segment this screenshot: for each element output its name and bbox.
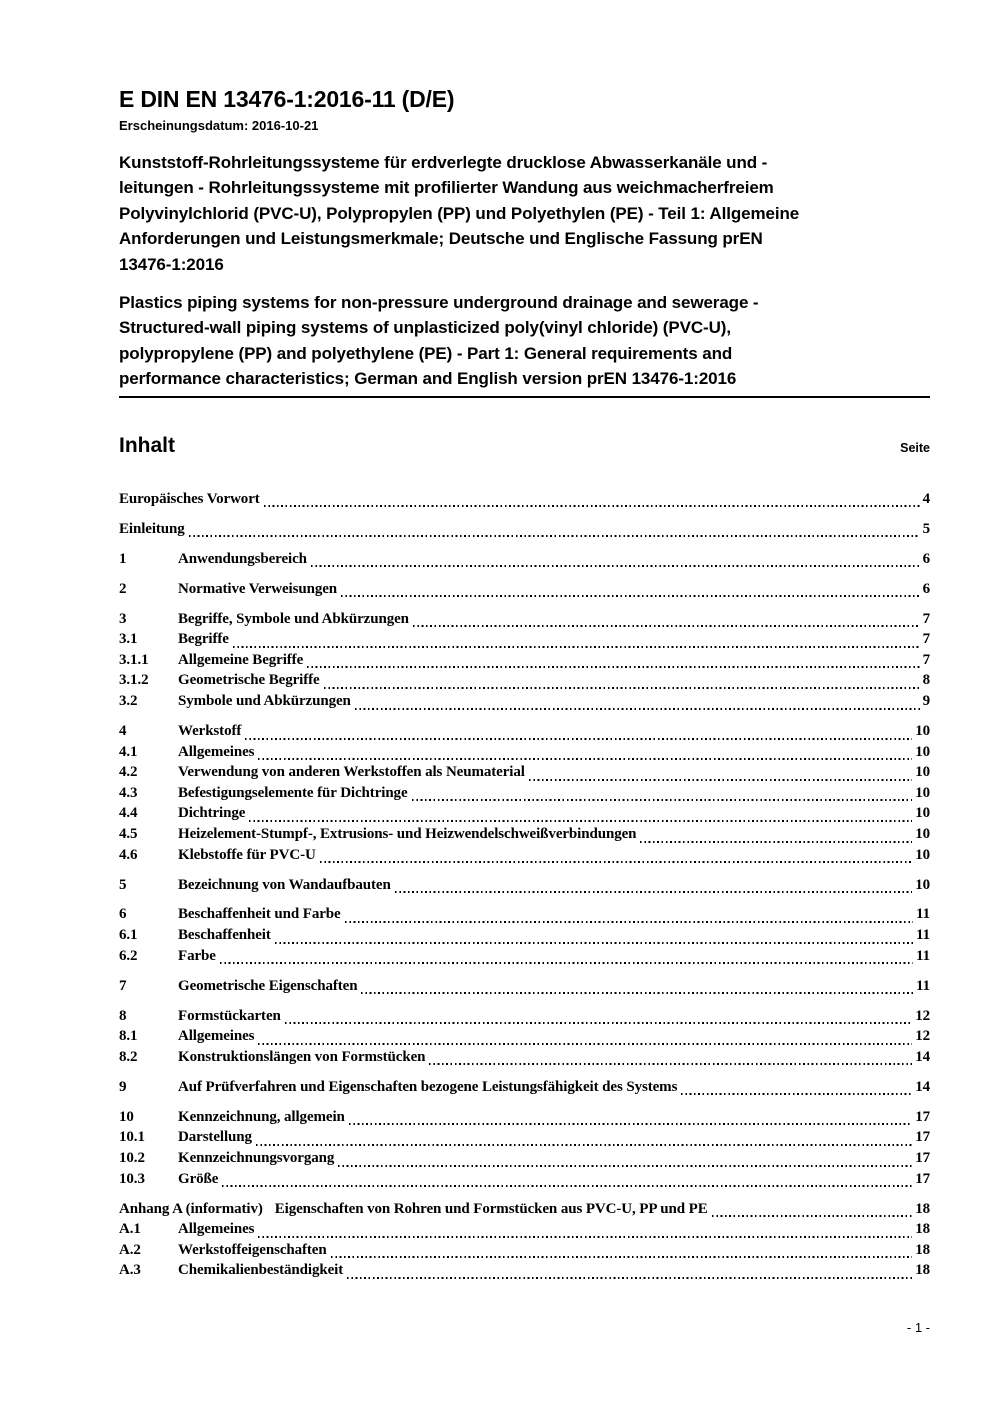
toc-entry-label: Anwendungsbereich xyxy=(178,550,307,567)
toc-entry xyxy=(119,1129,930,1150)
toc-entry xyxy=(119,693,930,714)
toc-entry-label: Farbe xyxy=(178,947,216,964)
toc-leader-dots xyxy=(189,521,920,542)
toc-entry-page: 11 xyxy=(916,947,930,964)
toc-entry xyxy=(119,877,930,898)
toc-leader-dots xyxy=(307,652,919,673)
toc-leader-dots xyxy=(275,927,913,948)
toc-leader-dots xyxy=(413,611,920,632)
toc-entry-label: Allgemeine Begriffe xyxy=(178,651,304,668)
toc-leader-dots xyxy=(640,826,912,847)
toc-entry-label: Europäisches Vorwort xyxy=(119,490,260,507)
toc-entry-label: Darstellung xyxy=(178,1129,252,1146)
toc-entry-number: 4.4 xyxy=(119,805,138,822)
divider-line xyxy=(119,396,930,398)
toc-entry-label: Befestigungselemente für Dichtringe xyxy=(178,784,408,801)
toc-entry-page: 17 xyxy=(915,1108,930,1125)
toc-entry-page: 8 xyxy=(922,672,930,689)
document-header xyxy=(119,86,930,398)
toc-entry-number: 3.1.2 xyxy=(119,672,149,689)
toc-entry-number: 4.5 xyxy=(119,825,138,842)
toc-entry xyxy=(119,1079,930,1100)
toc-entry-label: Verwendung von anderen Werkstoffen als Neumaterial xyxy=(178,764,525,781)
toc-entry-page: 10 xyxy=(915,846,930,863)
toc-entry-number: 7 xyxy=(119,977,127,994)
toc-entry-page: 6 xyxy=(922,550,930,567)
toc-entry-page: 10 xyxy=(915,743,930,760)
toc-leader-dots xyxy=(412,785,913,806)
toc-leader-dots xyxy=(338,1150,912,1171)
toc-entry-page: 12 xyxy=(915,1007,930,1024)
toc-entry xyxy=(119,805,930,826)
toc-leader-dots xyxy=(249,805,912,826)
toc-entry-page: 18 xyxy=(915,1200,930,1217)
toc-entry xyxy=(119,1109,930,1130)
toc-entry-number: A.1 xyxy=(119,1221,141,1238)
toc-leader-dots xyxy=(233,631,920,652)
toc-entry-label: Beschaffenheit und Farbe xyxy=(178,906,341,923)
toc-entry xyxy=(119,948,930,969)
toc-leader-dots xyxy=(347,1262,912,1283)
toc-entry-label: Bezeichnung von Wandaufbauten xyxy=(178,876,391,893)
toc-entry xyxy=(119,978,930,999)
toc-entry-label: Dichtringe xyxy=(178,805,246,822)
toc-entry-page: 17 xyxy=(915,1129,930,1146)
toc-entry-number: 8.2 xyxy=(119,1048,138,1065)
toc-entry-page: 11 xyxy=(916,977,930,994)
toc-entry-page: 14 xyxy=(915,1048,930,1065)
toc-entry-label: Formstückarten xyxy=(178,1007,281,1024)
toc-leader-dots xyxy=(529,764,912,785)
toc-entry-page: 10 xyxy=(915,764,930,781)
toc-entry-page: 18 xyxy=(915,1221,930,1238)
toc-entry xyxy=(119,764,930,785)
toc-entry-number: 2 xyxy=(119,580,127,597)
toc-leader-dots xyxy=(395,877,912,898)
toc-leader-dots xyxy=(311,551,920,572)
toc-entry-page: 10 xyxy=(915,805,930,822)
toc-entry-number: 3.1.1 xyxy=(119,651,149,668)
text-line: performance characteristics; German and English version prEN 13476-1:2016 xyxy=(119,369,737,389)
toc-leader-dots xyxy=(285,1008,912,1029)
toc-header-row xyxy=(119,434,930,458)
toc-leader-dots xyxy=(258,1221,912,1242)
toc-entry-page: 14 xyxy=(915,1078,930,1095)
toc-entry-number: 4.2 xyxy=(119,764,138,781)
page-number: - 1 - xyxy=(906,1320,930,1335)
toc-entry-label: Begriffe, Symbole und Abkürzungen xyxy=(178,610,409,627)
toc-entry-number: 4.3 xyxy=(119,784,138,801)
text-line: 13476-1:2016 xyxy=(119,254,224,274)
toc-entry xyxy=(119,1262,930,1283)
toc-entry-number: 10 xyxy=(119,1108,134,1125)
toc-entry xyxy=(119,672,930,693)
toc-leader-dots xyxy=(220,948,913,969)
toc-entry-number: 10.2 xyxy=(119,1149,145,1166)
toc-entry-number: 9 xyxy=(119,1078,127,1095)
toc-entry-label: Allgemeines xyxy=(178,743,255,760)
text-line: polypropylene (PP) and polyethylene (PE) - Part 1: General requirements and xyxy=(119,343,733,363)
toc-entry xyxy=(119,927,930,948)
toc-entry-label: Kennzeichnung, allgemein xyxy=(178,1108,345,1125)
toc-page-column-label: Seite xyxy=(900,440,930,455)
publication-date: Erscheinungsdatum: 2016-10-21 xyxy=(119,118,319,133)
toc-entry-number: 6 xyxy=(119,906,127,923)
toc-entry-page: 10 xyxy=(915,825,930,842)
toc-entry xyxy=(119,521,930,542)
toc-entry xyxy=(119,826,930,847)
toc-entry xyxy=(119,1008,930,1029)
toc-entry xyxy=(119,1221,930,1242)
toc-leader-dots xyxy=(264,491,920,512)
toc-leader-dots xyxy=(258,1028,912,1049)
toc-entry-number: 6.1 xyxy=(119,927,138,944)
toc-entry-page: 6 xyxy=(922,580,930,597)
standard-title-german xyxy=(119,150,930,277)
toc-entry xyxy=(119,785,930,806)
toc-entry-label: Allgemeines xyxy=(178,1221,255,1238)
toc-leader-dots xyxy=(429,1049,912,1070)
toc-entry-page: 17 xyxy=(915,1149,930,1166)
toc-entry-page: 7 xyxy=(922,631,930,648)
toc-leader-dots xyxy=(355,693,920,714)
toc-entry-page: 10 xyxy=(915,784,930,801)
toc-list xyxy=(119,491,930,1283)
document-content xyxy=(119,0,930,1283)
toc-entry-page: 11 xyxy=(916,906,930,923)
toc-entry xyxy=(119,652,930,673)
toc-entry-label: Eigenschaften von Rohren und Formstücken aus PVC-U, PP und PE xyxy=(274,1200,708,1217)
toc-leader-dots xyxy=(324,672,920,693)
toc-entry xyxy=(119,1028,930,1049)
toc-entry-page: 9 xyxy=(922,692,930,709)
toc-entry-label: Werkstoff xyxy=(178,722,242,739)
toc-entry-number: 1 xyxy=(119,550,127,567)
toc-entry xyxy=(119,744,930,765)
toc-entry-number: 3.2 xyxy=(119,692,138,709)
toc-entry-page: 4 xyxy=(922,490,930,507)
toc-entry-number: Anhang A (informativ) xyxy=(119,1200,263,1217)
toc-leader-dots xyxy=(331,1242,913,1263)
toc-entry-page: 17 xyxy=(915,1170,930,1187)
text-line: Structured-wall piping systems of unplasticized poly(vinyl chloride) (PVC-U), xyxy=(119,318,731,338)
toc-entry-number: 6.2 xyxy=(119,947,138,964)
toc-entry-page: 10 xyxy=(915,876,930,893)
toc-entry-number: 4 xyxy=(119,722,127,739)
toc-entry-label: Auf Prüfverfahren und Eigenschaften bezogene Leistungsfähigkeit des Systems xyxy=(178,1078,678,1095)
toc-entry-number: 3.1 xyxy=(119,631,138,648)
toc-entry-page: 5 xyxy=(922,520,930,537)
text-line: Anforderungen und Leistungsmerkmale; Deutsche und Englische Fassung prEN xyxy=(119,229,763,249)
toc-entry xyxy=(119,491,930,512)
toc-leader-dots xyxy=(222,1171,912,1192)
toc-entry-label: Begriffe xyxy=(178,631,229,648)
toc-entry-label: Klebstoffe für PVC-U xyxy=(178,846,316,863)
toc-entry-label: Normative Verweisungen xyxy=(178,580,338,597)
toc-leader-dots xyxy=(345,906,913,927)
text-line: Plastics piping systems for non-pressure underground drainage and sewerage - xyxy=(119,293,759,313)
toc-entry-label: Chemikalienbeständigkeit xyxy=(178,1262,344,1279)
toc-entry-page: 12 xyxy=(915,1028,930,1045)
toc-entry-page: 7 xyxy=(922,651,930,668)
toc-entry xyxy=(119,906,930,927)
toc-entry-number: 4.6 xyxy=(119,846,138,863)
toc-entry-label: Symbole und Abkürzungen xyxy=(178,692,351,709)
toc-entry-label: Konstruktionslängen von Formstücken xyxy=(178,1048,426,1065)
toc-entry-number: 4.1 xyxy=(119,743,138,760)
document-title: E DIN EN 13476-1:2016-11 (D/E) xyxy=(119,86,455,112)
toc-entry-label: Heizelement-Stumpf-, Extrusions- und Heizwendelschweißverbindungen xyxy=(178,825,637,842)
toc-entry-label: Geometrische Eigenschaften xyxy=(178,977,358,994)
toc-entry-label: Allgemeines xyxy=(178,1028,255,1045)
toc-entry xyxy=(119,1171,930,1192)
text-line: leitungen - Rohrleitungssysteme mit profilierter Wandung aus weichmacherfreiem xyxy=(119,178,774,198)
toc-entry-page: 7 xyxy=(922,610,930,627)
toc-entry-label: Werkstoffeigenschaften xyxy=(178,1241,327,1258)
toc-entry-number: 10.1 xyxy=(119,1129,145,1146)
toc-leader-dots xyxy=(681,1079,912,1100)
toc-entry-label: Kennzeichnungsvorgang xyxy=(178,1149,335,1166)
toc-entry-number: 5 xyxy=(119,876,127,893)
text-line: Kunststoff-Rohrleitungssysteme für erdverlegte drucklose Abwasserkanäle und - xyxy=(119,153,768,172)
toc-leader-dots xyxy=(256,1129,912,1150)
toc-entry-page: 11 xyxy=(916,927,930,944)
toc-entry-page: 18 xyxy=(915,1241,930,1258)
toc-entry-page: 18 xyxy=(915,1262,930,1279)
toc-leader-dots xyxy=(349,1109,912,1130)
toc-entry xyxy=(119,1150,930,1171)
toc-entry-number: 3 xyxy=(119,610,127,627)
toc-entry-label: Geometrische Begriffe xyxy=(178,672,320,689)
toc-entry xyxy=(119,611,930,632)
toc-entry xyxy=(119,581,930,602)
toc-entry-number: 8.1 xyxy=(119,1028,138,1045)
standard-title-english xyxy=(119,290,930,392)
toc-entry-label: Beschaffenheit xyxy=(178,927,271,944)
text-line: Polyvinylchlorid (PVC-U), Polypropylen (PP) und Polyethylen (PE) - Teil 1: Allgemeine xyxy=(119,203,800,223)
toc-leader-dots xyxy=(258,744,912,765)
toc-entry-number: A.2 xyxy=(119,1241,141,1258)
toc-leader-dots xyxy=(712,1201,913,1222)
toc-entry-label: Größe xyxy=(178,1170,219,1187)
toc-leader-dots xyxy=(361,978,913,999)
toc-leader-dots xyxy=(245,723,912,744)
toc-entry xyxy=(119,847,930,868)
toc-leader-dots xyxy=(320,847,912,868)
toc-entry xyxy=(119,1049,930,1070)
toc-entry xyxy=(119,551,930,572)
toc-entry-label: Einleitung xyxy=(119,520,185,537)
toc-entry xyxy=(119,631,930,652)
toc-entry-number: 8 xyxy=(119,1007,127,1024)
toc-entry-page: 10 xyxy=(915,722,930,739)
toc-heading: Inhalt xyxy=(119,433,175,457)
toc-entry-number: A.3 xyxy=(119,1262,141,1279)
toc-entry xyxy=(119,1242,930,1263)
toc-entry xyxy=(119,723,930,744)
toc-entry xyxy=(119,1201,930,1222)
toc-entry-number: 10.3 xyxy=(119,1170,145,1187)
toc-leader-dots xyxy=(341,581,920,602)
